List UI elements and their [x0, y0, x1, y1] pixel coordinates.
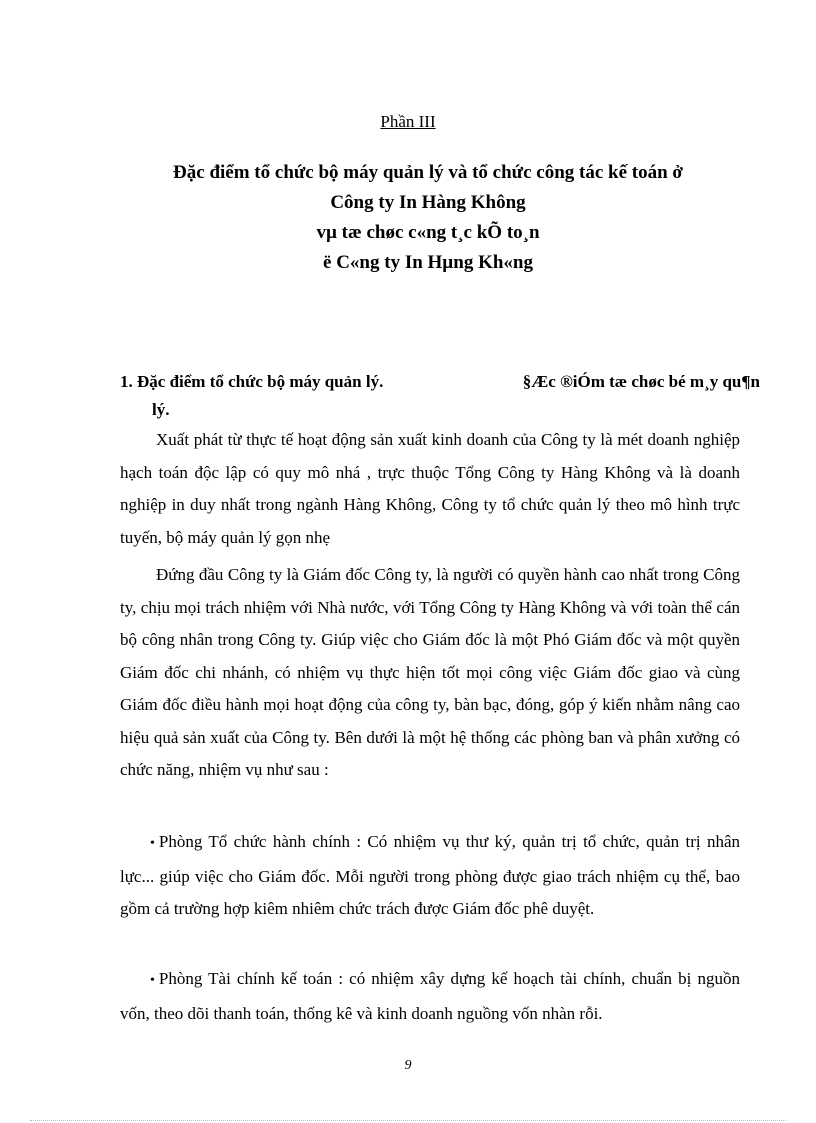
section-heading-right: §Æc ®iÓm tæ chøc bé m¸y qu¶n	[522, 372, 760, 391]
title-line-4: ë C«ng ty In Hµng Kh«ng	[323, 252, 533, 273]
page-bottom-divider	[30, 1120, 786, 1121]
title-line-2: Công ty In Hàng Không	[330, 192, 526, 213]
section-heading	[120, 368, 760, 424]
title-line-3: vµ tæ chøc c«ng t¸c kÕ to¸n	[316, 222, 540, 243]
section-heading-left: 1. Đặc điểm tổ chức bộ máy quản lý.	[120, 372, 384, 391]
paragraph-intro: Xuất phát từ thực tế hoạt động sản xuất kinh doanh của Công ty là mét doanh nghiệp hạch toán độc lập có quy mô nhá , trực thuộc Tổng Công ty Hàng Không và là doanh nghiệp in duy nhất trong ngành Hàng Không, Công ty tổ chức quản lý theo mô hình trực tuyến, bộ máy quản lý gọn nhẹ	[120, 430, 740, 547]
bullet-item-finance-text: Phòng Tài chính kế toán : có nhiệm xây dựng kế hoạch tài chính, chuẩn bị nguồn vốn, theo dõi thanh toán, thống kê và kinh doanh nguồng vốn nhàn rỗi.	[120, 969, 740, 1023]
bullet-item-admin	[120, 826, 740, 926]
part-label: Phần III	[380, 112, 436, 131]
paragraph-management: Đứng đầu Công ty là Giám đốc Công ty, là người có quyền hành cao nhất trong Công ty, chịu mọi trách nhiệm với Nhà nước, với Tổng Công ty Hàng Không và với toàn thể cán bộ công nhân trong Công ty. Giúp việc cho Giám đốc là một Phó Giám đốc và một quyền Giám đốc chi nhánh, có nhiệm vụ thực hiện tốt mọi công việc Giám đốc giao và cùng Giám đốc điều hành mọi hoạt động của công ty, bàn bạc, đóng, góp ý kiến nhằm nâng cao hiệu quả sản xuất của Công ty. Bên dưới là một hệ thống các phòng ban và phân xưởng có chức năng, nhiệm vụ như sau :	[120, 565, 740, 779]
page-number: 9	[404, 1058, 412, 1073]
bullet-icon: •	[150, 973, 155, 988]
bullet-icon: •	[150, 836, 155, 851]
bullet-item-finance	[120, 963, 740, 1030]
title-line-1: Đặc điểm tổ chức bộ máy quản lý và tổ chức công tác kế toán ở	[173, 162, 683, 183]
document-title	[110, 158, 746, 278]
section-heading-continuation: lý.	[152, 400, 170, 419]
bullet-item-admin-text: Phòng Tổ chức hành chính : Có nhiệm vụ thư ký, quản trị tổ chức, quản trị nhân lực... giúp việc cho Giám đốc. Mỗi người trong phòng được giao trách nhiệm cụ thể, bao gồm cả trường hợp kiêm nhiêm chức trách được Giám đốc phê duyệt.	[120, 832, 740, 918]
